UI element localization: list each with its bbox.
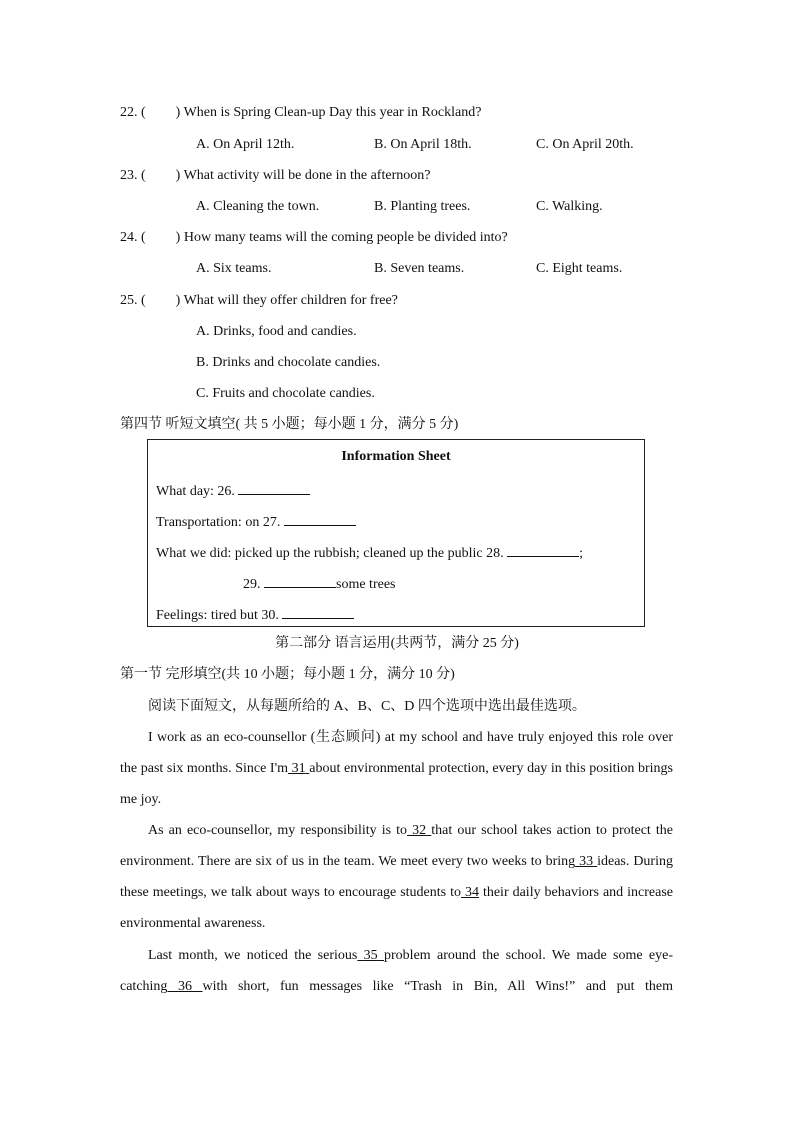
section1-heading: 第一节 完形填空(共 10 小题；每小题 1 分，满分 10 分) bbox=[120, 667, 455, 682]
instruction-text: 阅读下面短文，从每题所给的 A、B、C、D 四个选项中选出最佳选项。 bbox=[148, 699, 586, 714]
blank-28 bbox=[507, 542, 579, 557]
question-text: What activity will be done in the afternoon? bbox=[183, 168, 431, 183]
option-25c: C. Fruits and chocolate candies. bbox=[196, 386, 375, 401]
blank-31: 31 bbox=[291, 761, 306, 776]
question-number: 25. ( bbox=[120, 293, 146, 308]
part2-heading: 第二部分 语言运用(共两节，满分 25 分) bbox=[275, 636, 519, 651]
blank-35: 35 bbox=[363, 948, 378, 963]
info-row-29: 29. some trees bbox=[243, 573, 395, 594]
option-22c: C. On April 20th. bbox=[536, 137, 634, 152]
blank-32: 32 bbox=[412, 823, 427, 838]
section4-heading: 第四节 听短文填空( 共 5 小题；每小题 1 分，满分 5 分) bbox=[120, 417, 459, 432]
question-text: How many teams will the coming people be divided into? bbox=[183, 230, 508, 245]
option-23c: C. Walking. bbox=[536, 199, 603, 214]
question-25: 25. ( ) What will they offer children for free? bbox=[120, 293, 398, 308]
info-row-30: Feelings: tired but 30. bbox=[156, 604, 354, 625]
option-24a: A. Six teams. bbox=[196, 261, 272, 276]
question-23: 23. ( ) What activity will be done in the afternoon? bbox=[120, 168, 431, 183]
question-text: What will they offer children for free? bbox=[183, 293, 398, 308]
blank-34: 34 bbox=[464, 885, 479, 900]
passage-paragraph-1: I work as an eco-counsellor (生态顾问) at my school and have truly enjoyed this role over the past six months. Since I'm 31 about environmental protection, every day in this position brings me joy. bbox=[120, 730, 674, 807]
blank-26 bbox=[238, 480, 310, 495]
question-number: 24. ( bbox=[120, 230, 146, 245]
question-number: 23. ( bbox=[120, 168, 146, 183]
option-24c: C. Eight teams. bbox=[536, 261, 623, 276]
question-number: 22. ( bbox=[120, 105, 146, 120]
option-22b: B. On April 18th. bbox=[374, 137, 472, 152]
blank-27 bbox=[284, 511, 356, 526]
blank-33: 33 bbox=[579, 854, 594, 869]
option-24b: B. Seven teams. bbox=[374, 261, 465, 276]
information-sheet bbox=[147, 439, 645, 627]
blank-30 bbox=[282, 604, 354, 619]
info-row-27: Transportation: on 27. bbox=[156, 511, 356, 532]
option-22a: A. On April 12th. bbox=[196, 137, 295, 152]
question-text: When is Spring Clean-up Day this year in Rockland? bbox=[183, 105, 482, 120]
info-sheet-title: Information Sheet bbox=[341, 449, 451, 464]
info-row-26: What day: 26. bbox=[156, 480, 310, 501]
blank-29 bbox=[264, 573, 336, 588]
passage-paragraph-2: As an eco-counsellor, my responsibility is to 32 that our school takes action to protect the environment. There are six of us in the team. We meet every two weeks to bring 33 ideas. During these meetings, we talk about ways to encourage students to 34 their daily behaviors and increase environmental awareness. bbox=[120, 823, 674, 931]
blank-36: 36 bbox=[177, 979, 192, 994]
option-25a: A. Drinks, food and candies. bbox=[196, 324, 357, 339]
question-24: 24. ( ) How many teams will the coming people be divided into? bbox=[120, 230, 508, 245]
option-23b: B. Planting trees. bbox=[374, 199, 471, 214]
option-25b: B. Drinks and chocolate candies. bbox=[196, 355, 381, 370]
option-23a: A. Cleaning the town. bbox=[196, 199, 320, 214]
info-row-28: What we did: picked up the rubbish; cleaned up the public 28. ; bbox=[156, 542, 583, 563]
passage-paragraph-3: Last month, we noticed the serious 35 problem around the school. We made some eye-catching 36 with short, fun messages like “Trash in Bin, All Wins!” and put them bbox=[120, 948, 674, 994]
question-22: 22. ( ) When is Spring Clean-up Day this year in Rockland? bbox=[120, 105, 482, 120]
